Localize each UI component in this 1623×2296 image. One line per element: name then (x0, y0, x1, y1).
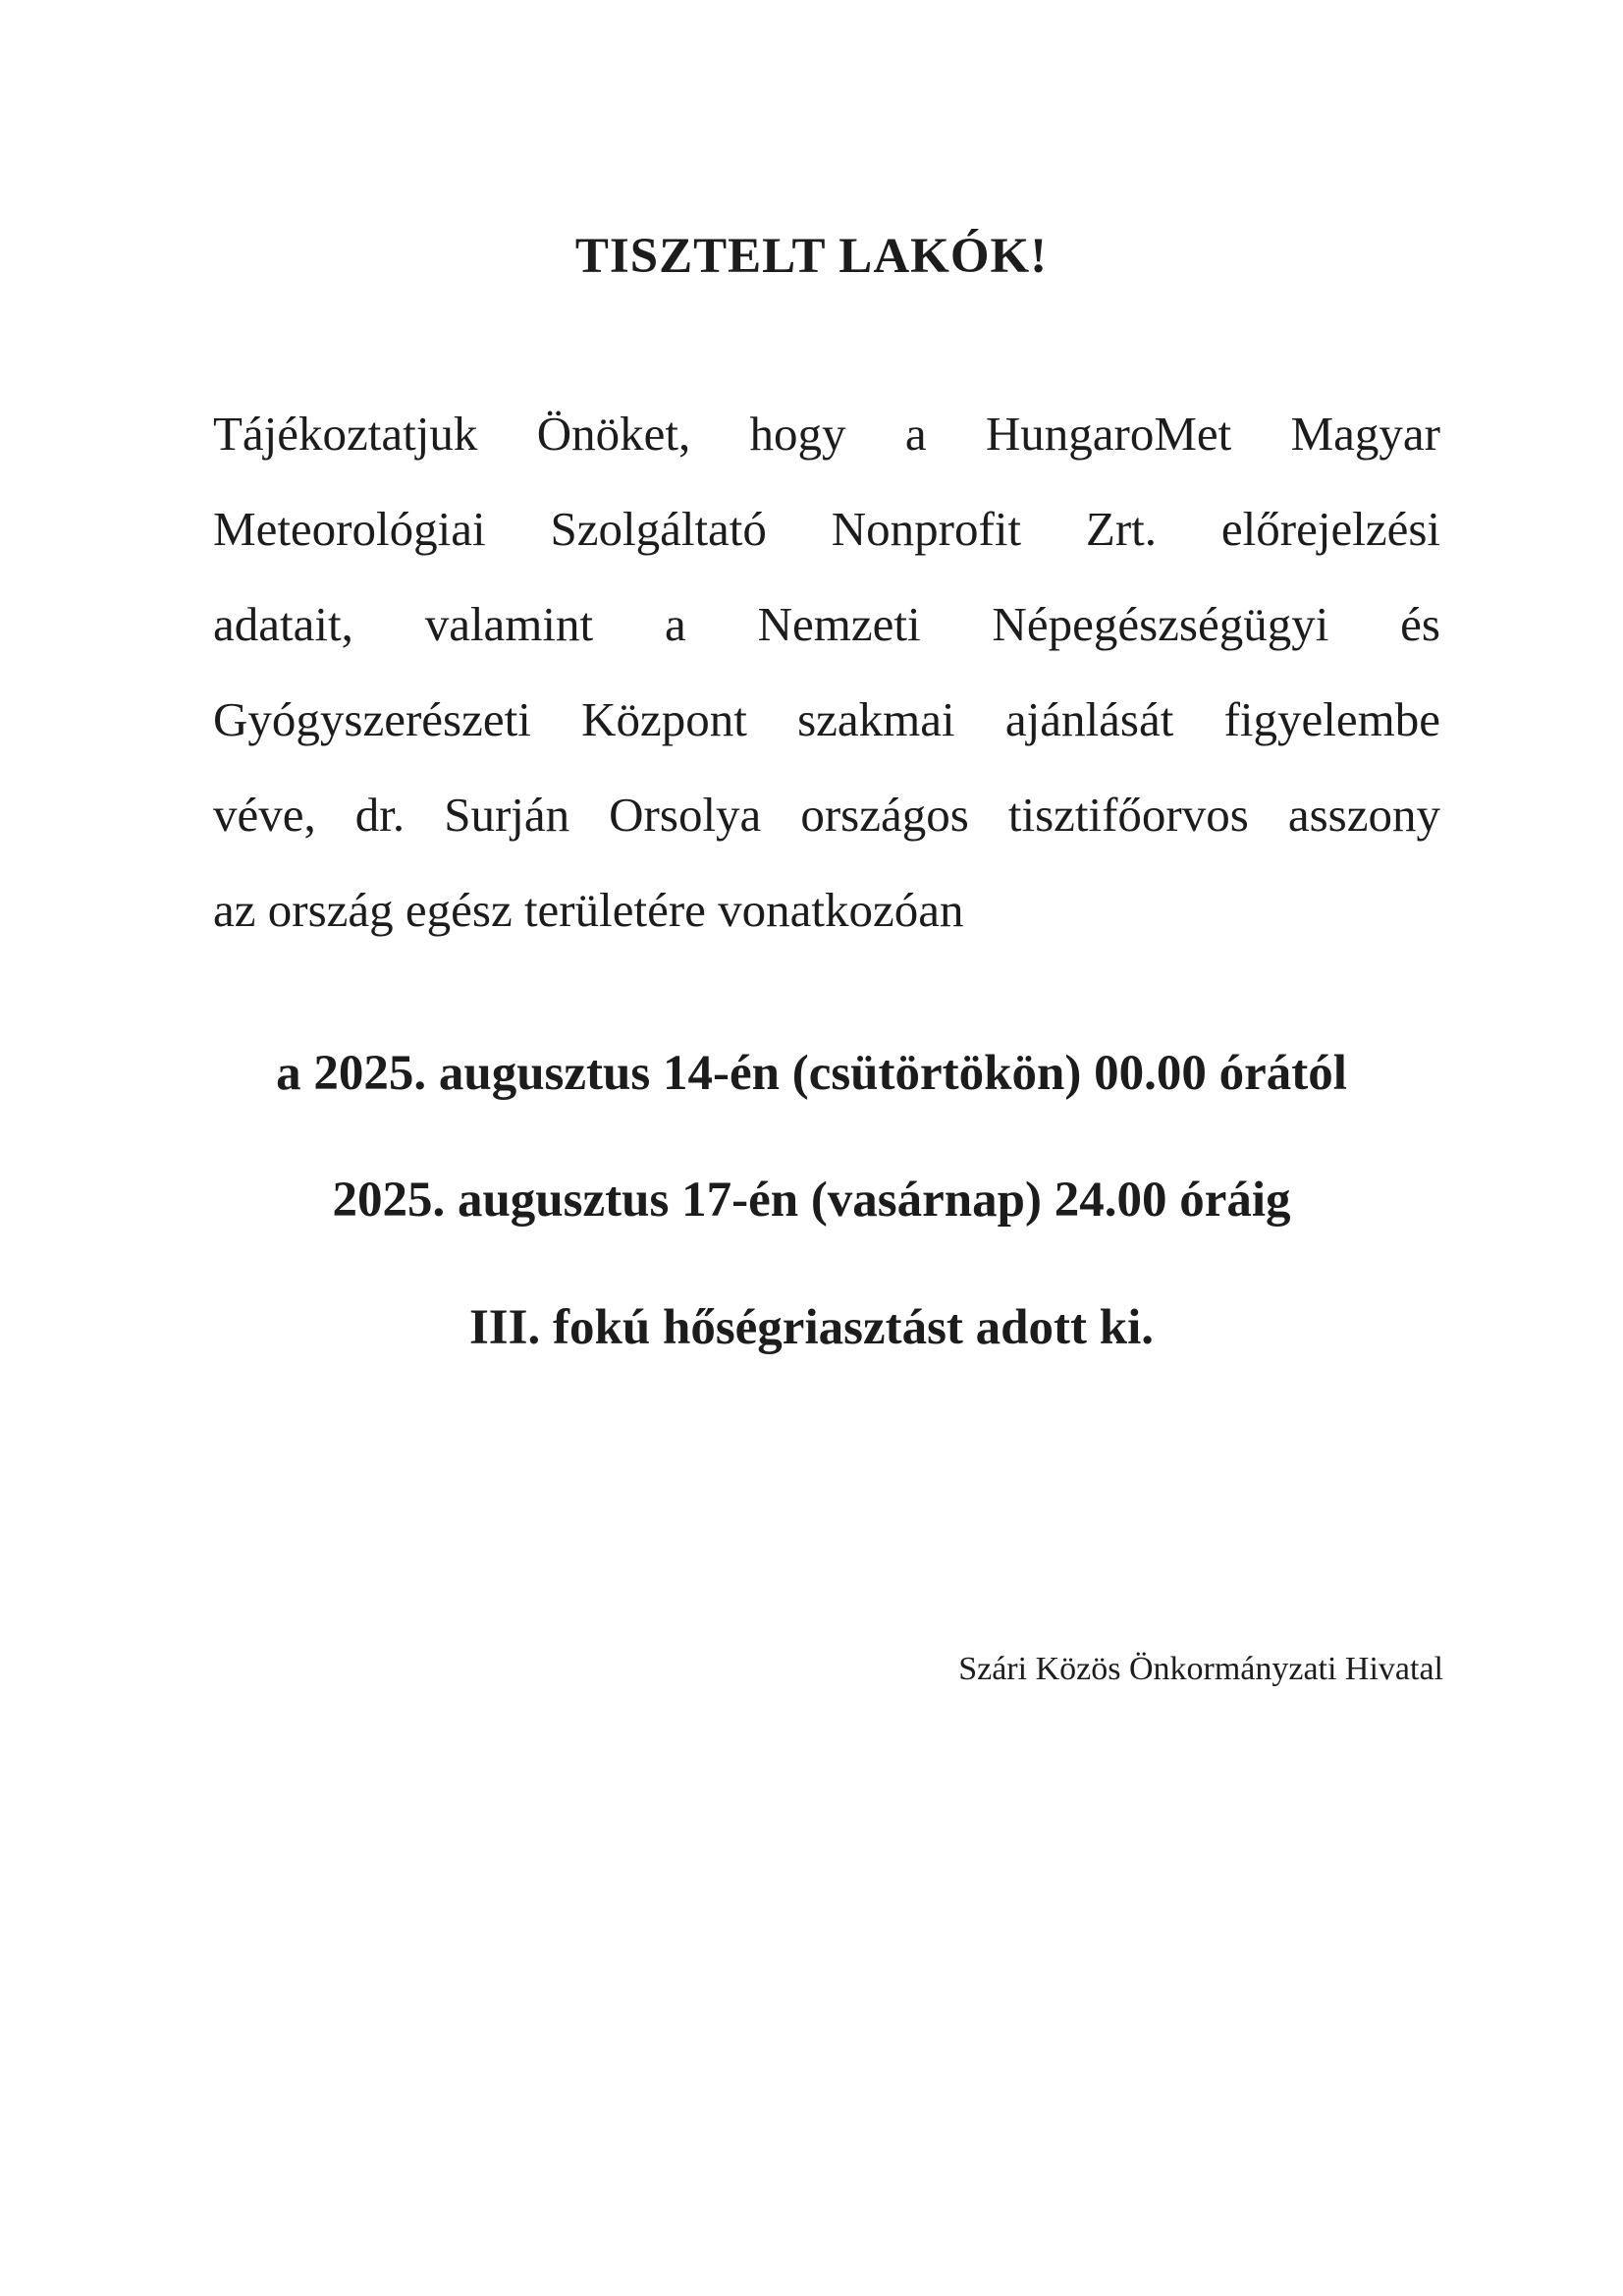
alert-level-statement: III. fokú hőségriasztást adott ki. (468, 1300, 1155, 1355)
body-paragraph (213, 386, 1440, 957)
body-line: az ország egész területére vonatkozóan (213, 883, 964, 937)
body-line: adatait, valamint a Nemzeti Népegészségügyi és (213, 597, 1440, 651)
body-line: véve, dr. Surján Orsolya országos tisztifőorvos asszony (213, 788, 1440, 842)
body-line: Gyógyszerészeti Központ szakmai ajánlását figyelembe (213, 692, 1440, 746)
issuer-signature: Szári Közös Önkormányzati Hivatal (958, 1651, 1443, 1687)
body-line: Tájékoztatjuk Önöket, hogy a HungaroMet Magyar (213, 407, 1440, 461)
body-line: Meteorológiai Szolgáltató Nonprofit Zrt. előrejelzési (213, 502, 1440, 556)
document-title: TISZTELT LAKÓK! (574, 229, 1049, 284)
alert-start-date: a 2025. augusztus 14-én (csütörtökön) 00.00 órától (276, 1046, 1347, 1101)
alert-end-date: 2025. augusztus 17-én (vasárnap) 24.00 óráig (332, 1173, 1291, 1228)
